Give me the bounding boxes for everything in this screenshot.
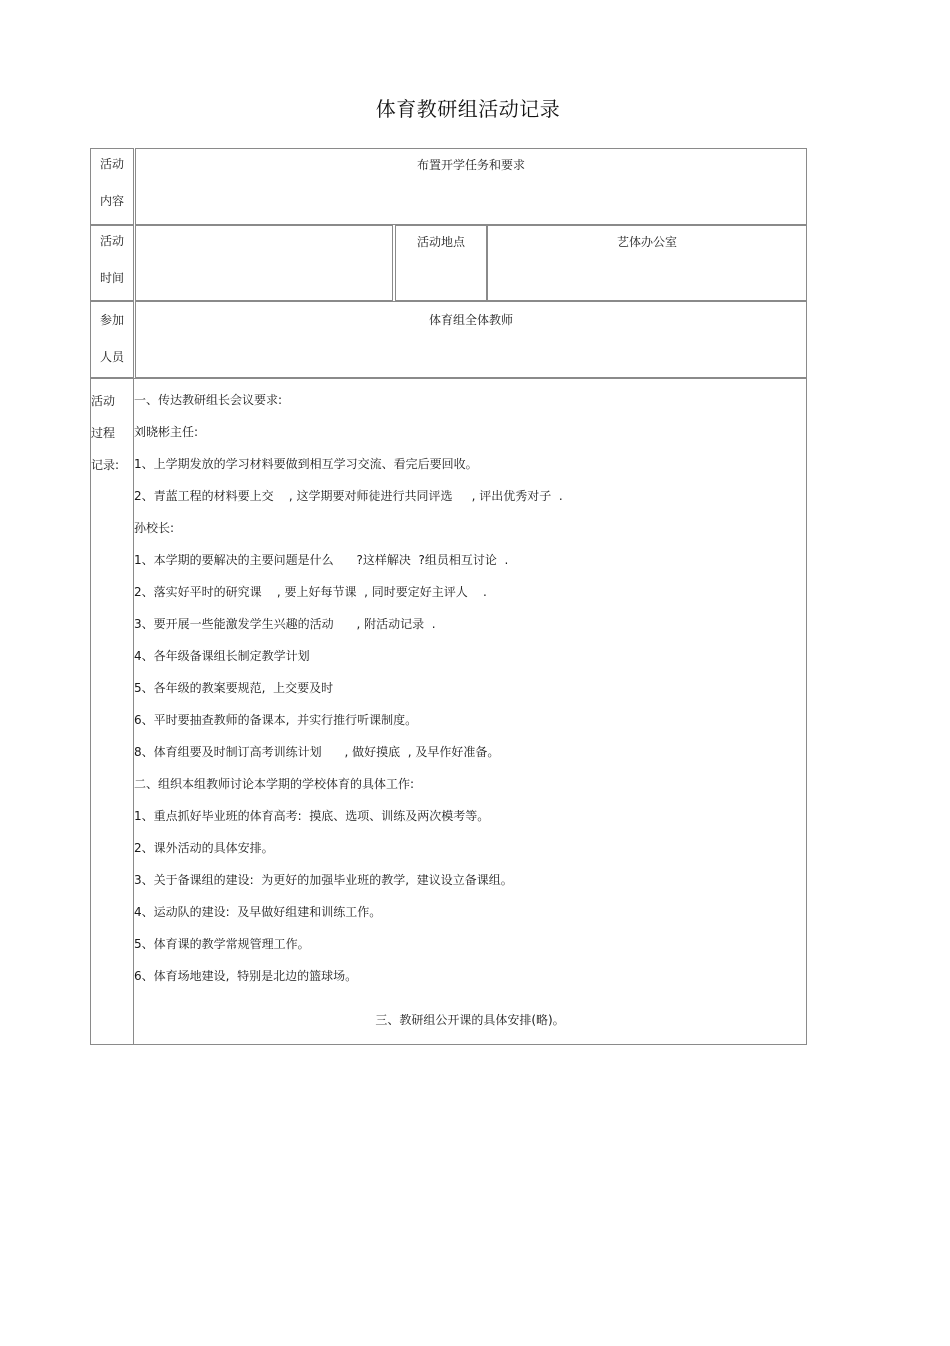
record-label-line1: 活动 [91,394,116,408]
record-line: 2、落实好平时的研究课 , 要上好每节课 , 同时要定好主评人 . [134,585,487,599]
location-label-cell [395,225,487,301]
participants-label-line2: 人员 [99,350,124,364]
participants-label-cell [90,301,134,378]
record-line: 刘晓彬主任: [134,425,199,439]
record-line: 二、组织本组教师讨论本学期的学校体育的具体工作: [134,777,415,791]
record-label-line2: 过程 [91,426,116,440]
time-label-line1: 活动 [99,234,124,248]
page-title: 体育教研组活动记录 [375,97,561,121]
participants-value: 体育组全体教师 [428,313,513,327]
record-line: 4、运动队的建设: 及早做好组建和训练工作。 [134,905,382,919]
participants-label-line1: 参加 [99,313,124,327]
record-line: 一、传达教研组长会议要求: [134,393,283,407]
time-value-cell [135,225,393,301]
record-line: 6、平时要抽查教师的备课本, 并实行推行听课制度。 [134,713,418,727]
record-line: 5、各年级的教案要规范, 上交要及时 [134,681,334,695]
record-closing-line: 三、教研组公开课的具体安排(略)。 [375,1013,565,1027]
location-label: 活动地点 [416,235,465,249]
content-value-cell [135,148,807,225]
record-label-line3: 记录: [91,458,120,472]
record-section [90,378,807,1045]
content-value: 布置开学任务和要求 [416,158,525,172]
record-line: 1、本学期的要解决的主要问题是什么 ?这样解决 ?组员相互讨论 . [134,553,509,567]
record-line: 6、体育场地建设, 特别是北边的篮球场。 [134,969,358,983]
record-line: 2、课外活动的具体安排。 [134,841,274,855]
record-line: 孙校长: [134,521,175,535]
participants-value-cell [135,301,807,378]
record-label-cell [91,379,134,1044]
location-value: 艺体办公室 [616,235,677,249]
record-line: 1、重点抓好毕业班的体育高考: 摸底、选项、训练及两次模考等。 [134,809,490,823]
record-line: 5、体育课的教学常规管理工作。 [134,937,310,951]
time-label-line2: 时间 [99,271,124,285]
content-label-line1: 活动 [99,157,124,171]
content-label-cell [90,148,134,225]
record-line: 1、上学期发放的学习材料要做到相互学习交流、看完后要回收。 [134,457,478,471]
location-value-cell [487,225,807,301]
record-line: 4、各年级备课组长制定教学计划 [134,649,310,663]
record-line: 3、关于备课组的建设: 为更好的加强毕业班的教学, 建议设立备课组。 [134,873,513,887]
record-line: 3、要开展一些能激发学生兴趣的活动 , 附活动记录 . [134,617,436,631]
record-line: 2、青蓝工程的材料要上交 , 这学期要对师徒进行共同评选 , 评出优秀对子 . [134,489,563,503]
time-label-cell [90,225,134,301]
record-line: 8、体育组要及时制订高考训练计划 , 做好摸底 , 及早作好准备。 [134,745,500,759]
content-label-line2: 内容 [99,194,124,208]
